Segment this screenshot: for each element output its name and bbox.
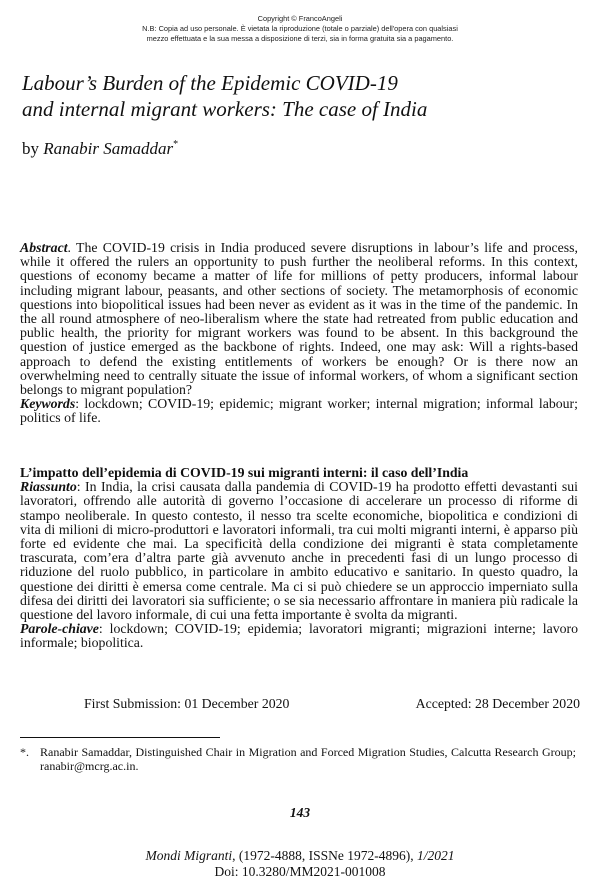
- byline-prefix: by: [22, 139, 39, 158]
- footnote-text: Ranabir Samaddar, Distinguished Chair in Migration and Forced Migration Studies, Calcutta Research Group; ranabir@mcrg.ac.in.: [40, 745, 576, 773]
- journal-issn: , (1972-4888, ISSNe 1972-4896),: [232, 848, 417, 863]
- author-name: Ranabir Samaddar: [43, 139, 174, 158]
- abstract-label: Abstract: [20, 240, 68, 255]
- italian-abstract-section: [20, 466, 578, 651]
- parole-chiave-label: Parole-chiave: [20, 621, 99, 637]
- footnote-divider: [20, 737, 220, 738]
- byline: [22, 134, 178, 160]
- keywords-paragraph: [20, 397, 578, 425]
- italian-title: L’impatto dell’epidemia di COVID-19 sui migranti interni: il caso dell’India: [20, 465, 469, 480]
- copyright-line: Copyright © FrancoAngeli: [257, 14, 343, 23]
- abstract-paragraph: [20, 241, 578, 397]
- abstract-text: . The COVID-19 crisis in India produced severe disruptions in labour’s life and process, while it offered the rulers an opportunity to push further the neoliberal reforms. In this context, questions of economy became a matter of life for millions of petty producers, informal labour including migrant labour, peasants, and other sections of society. The metamorphosis of economic questions into biopolitical issues had been never as evident as it was in the time of the pandemic. In the all round atmosphere of neo-liberalism where the state had retreated from public education and public health, the priority for migrant workers was found to be absent. In this background the question of justice emerged as the backbone of rights. Indeed, one may ask: Will a rights-based approach to defend the existing entitlements of workers be enough? Or is there now an overwhelming need to centrally situate the issue of informal workers, of whom a significant section belongs to migrant population?: [20, 240, 578, 398]
- first-submission-date: First Submission: 01 December 2020: [84, 696, 290, 711]
- keywords-label: Keywords: [20, 396, 76, 412]
- journal-doi[interactable]: Doi: 10.3280/MM2021-001008: [214, 864, 386, 879]
- journal-line: [0, 848, 600, 864]
- journal-name: Mondi Migranti: [145, 848, 233, 863]
- paper-title: [22, 70, 582, 122]
- parole-chiave-paragraph: [20, 622, 578, 650]
- accepted-date: Accepted: 28 December 2020: [415, 696, 580, 711]
- copyright-notice: [0, 14, 600, 44]
- parole-chiave-text: : lockdown; COVID-19; epidemia; lavoratori migranti; migrazioni interne; lavoro informale; biopolitica.: [20, 621, 578, 651]
- riassunto-text: : In India, la crisi causata dalla pandemia di COVID-19 ha prodotto effetti devastanti sui lavoratori, offrendo alle autorità di governo l’occasione di accelerare un processo di riforme di stampo neoliberale. In questo contesto, il nesso tra scelte economiche, biopolitica e condizioni di vita di milioni di micro-produttori e lavoratori informali, tra cui molti migranti interni, è apparso più forte ed evidente che mai. La specificità della condizione dei migranti è stata completamente trascurata, com’era d’altra parte già avvenuto anche in precedenti fasi di un lungo processo di riduzione del ruolo pubblico, in particolare in ambito educativo e sanitario. In questo quadro, la questione dei diritti è emersa come centrale. Ma ci si può chiedere se un approccio imperniato sulla difesa dei diritti dei lavoratori sia sufficiente; o se sia necessario affrontare in maniera più radicale la questione del lavoro informale, di cui una fetta importante è svolta da migranti.: [20, 479, 578, 623]
- author-footnote: [20, 745, 576, 773]
- riassunto-label: Riassunto: [20, 479, 77, 495]
- abstract-section: [20, 241, 578, 426]
- page-number: 143: [289, 805, 311, 820]
- journal-citation: [0, 848, 600, 880]
- title-line: Labour’s Burden of the Epidemic COVID-19: [22, 71, 398, 95]
- title-line: and internal migrant workers: The case of India: [22, 97, 428, 121]
- submission-dates: [84, 696, 580, 712]
- footnote-marker[interactable]: *: [173, 139, 179, 150]
- journal-issue: 1/2021: [416, 848, 455, 863]
- copyright-line: mezzo effettuata e la sua messa a disposizione di terzi, sia in forma gratuita sia a pagamento.: [146, 34, 454, 43]
- keywords-text: : lockdown; COVID-19; epidemic; migrant worker; internal migration; informal labour; politics of life.: [20, 396, 578, 426]
- copyright-line: N.B: Copia ad uso personale. È vietata la riproduzione (totale o parziale) dell'opera con qualsiasi: [142, 24, 458, 33]
- footnote-mark: *.: [20, 745, 29, 759]
- riassunto-paragraph: [20, 480, 578, 622]
